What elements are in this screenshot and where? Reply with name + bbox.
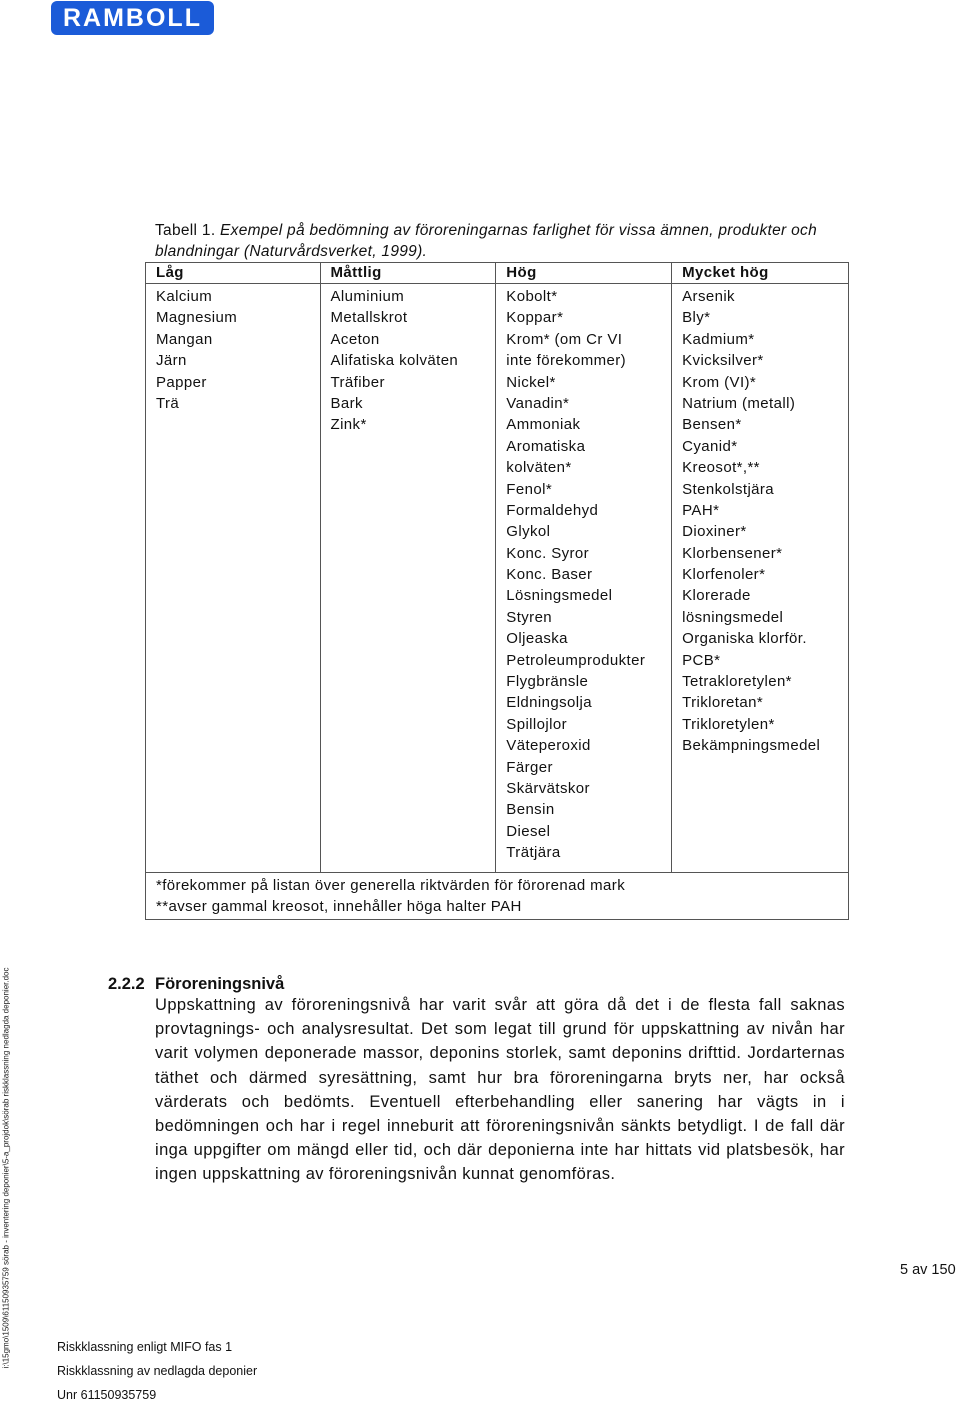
table-cell-item: Träfiber — [330, 373, 385, 391]
table-cell-item: Flygbränsle — [506, 673, 589, 691]
table-header-row — [146, 263, 849, 284]
table-cell-item: Petroleumprodukter — [506, 651, 646, 669]
file-path-sidebar — [0, 950, 12, 1385]
table-cell-item: Tetrakloretylen* — [682, 673, 792, 691]
table-cell-item: Krom* (om Cr VI — [506, 330, 623, 348]
table-cell-item: Bly* — [682, 309, 711, 327]
table-cell-item: Färger — [506, 758, 553, 776]
table-cell-item: Klorerade — [682, 587, 751, 605]
table-cell-item: Koppar* — [506, 309, 564, 327]
section-number: 2.2.2 — [108, 975, 145, 993]
table-cell-item: Alifatiska kolväten — [330, 352, 459, 370]
table-cell-item: Kalcium — [156, 288, 213, 305]
table-cell-item: Aluminium — [330, 288, 405, 305]
table-cell-item: Oljeaska — [506, 630, 568, 648]
table-cell-item: Kreosot*,** — [682, 459, 760, 477]
section-title: Föroreningsnivå — [155, 975, 285, 993]
table-cell-item: Kadmium* — [682, 330, 755, 348]
substance-table — [145, 262, 849, 920]
table-cell-item: Styren — [506, 608, 553, 626]
header-hog: Hög — [496, 263, 672, 284]
table-cell-item: Bekämpningsmedel — [682, 737, 821, 755]
footer-line-2: Riskklassning av nedlagda deponier — [57, 1364, 258, 1378]
footer-line-3: Unr 61150935759 — [57, 1388, 157, 1402]
table-cell-item: kolväten* — [506, 459, 572, 477]
table-cell-item: Aromatiska — [506, 437, 586, 455]
logo-text: RAMBOLL — [63, 3, 202, 32]
table-cell-item: Konc. Syror — [506, 544, 590, 562]
table-cell-item: Magnesium — [156, 309, 238, 327]
footnote: *förekommer på listan över generella riktvärden för förorenad mark — [156, 876, 626, 894]
table-notes-row — [146, 872, 849, 919]
table-caption — [155, 220, 855, 262]
table-cell-item: Formaldehyd — [506, 501, 599, 519]
table-cell-item: Nickel* — [506, 373, 556, 391]
table-cell-item: Klorbensener* — [682, 544, 783, 562]
table-cell-item: Metallskrot — [330, 309, 408, 327]
table-cell-item: Trä — [156, 394, 180, 412]
section-body: Uppskattning av föroreningsnivå har varit svår att göra då det i de flesta fall saknas provtagnings- och analysresultat. Det som legat till grund för uppskattning av nivån har varit volymen deponerade massor, deponins storlek, samt deponins drifttid. Jordarternas täthet och därmed syresättning, samt hur bra föroreningarna bryts ner, har också värderats och bedömts. Eventuell efterbehandling eller sanering har vägts in i bedömningen och har i regel inneburit att föroreningsnivån sänkts betydligt. I de fall där inga uppgifter om mängd eller tid, och där deponierna inte har hittats vid platsbesök, har ingen uppskattning av föroreningsnivån kunnat genomföras. — [155, 996, 845, 1184]
caption-text: Exempel på bedömning av föroreningarnas farlighet för vissa ämnen, produkter och blandningar (Naturvårdsverket, 1999). — [155, 222, 818, 260]
column-mycket-hog — [672, 284, 849, 873]
page-number: 5 av 150 — [900, 1262, 956, 1278]
table-cell-item: Mangan — [156, 330, 213, 348]
table-cell-item: Trikloretylen* — [682, 715, 775, 733]
table-cell-item: Kvicksilver* — [682, 352, 764, 370]
table-cell-item: Trikloretan* — [682, 694, 764, 712]
table-cell-item: Diesel — [506, 822, 551, 840]
header-lag: Låg — [146, 263, 321, 284]
table-body-row — [146, 284, 849, 873]
table-cell-item: Eldningsolja — [506, 694, 592, 712]
table-cell-item: lösningsmedel — [682, 608, 784, 626]
table-cell-item: Spillojlor — [506, 715, 567, 733]
table-cell-item: Aceton — [330, 330, 380, 348]
ramboll-logo — [51, 1, 214, 35]
table-cell-item: PAH* — [682, 501, 720, 519]
table-cell-item: Skärvätskor — [506, 779, 590, 797]
table-cell-item: Natrium (metall) — [682, 394, 796, 412]
table-cell-item: Lösningsmedel — [506, 587, 613, 605]
header-mattlig: Måttlig — [320, 263, 496, 284]
table-cell-item: Dioxiner* — [682, 523, 747, 541]
table-cell-item: Fenol* — [506, 480, 553, 498]
table-cell-item: Organiska klorför. — [682, 630, 807, 648]
table-notes — [146, 872, 849, 919]
footer-line-1: Riskklassning enligt MIFO fas 1 — [57, 1340, 233, 1354]
column-lag — [146, 284, 321, 873]
table-cell-item: Krom (VI)* — [682, 373, 757, 391]
table-cell-item: Papper — [156, 373, 207, 391]
column-hog — [496, 284, 672, 873]
table-cell-item: Trätjära — [506, 844, 561, 862]
table-cell-item: Stenkolstjära — [682, 480, 775, 498]
table-cell-item: Arsenik — [682, 288, 735, 305]
table-cell-item: Zink* — [330, 416, 367, 434]
table-cell-item: Bensin — [506, 801, 555, 819]
table-cell-item: Klorfenoler* — [682, 566, 766, 584]
table-cell-item: Järn — [156, 352, 187, 370]
footnote: **avser gammal kreosot, innehåller höga halter PAH — [156, 897, 522, 915]
table-cell-item: Glykol — [506, 523, 551, 541]
column-mattlig — [320, 284, 496, 873]
caption-prefix: Tabell 1. — [155, 222, 221, 239]
table-cell-item: Vanadin* — [506, 394, 570, 412]
table-cell-item: Cyanid* — [682, 437, 738, 455]
table-cell-item: Bensen* — [682, 416, 742, 434]
table-cell-item: PCB* — [682, 651, 721, 669]
table-cell-item: Kobolt* — [506, 288, 558, 305]
header-mycket-hog: Mycket hög — [672, 263, 849, 284]
table-cell-item: Väteperoxid — [506, 737, 591, 755]
file-path-text: i:\15gmo\1509\61150935759 sörab - inventering deponier\5-a_projdok\sörab riskklassning nedlagda deponier.doc — [1, 966, 11, 1369]
section-heading — [108, 975, 284, 994]
table-cell-item: Konc. Baser — [506, 566, 593, 584]
table-cell-item: inte förekommer) — [506, 352, 627, 370]
table-cell-item: Ammoniak — [506, 416, 581, 434]
table-cell-item: Bark — [330, 394, 363, 412]
